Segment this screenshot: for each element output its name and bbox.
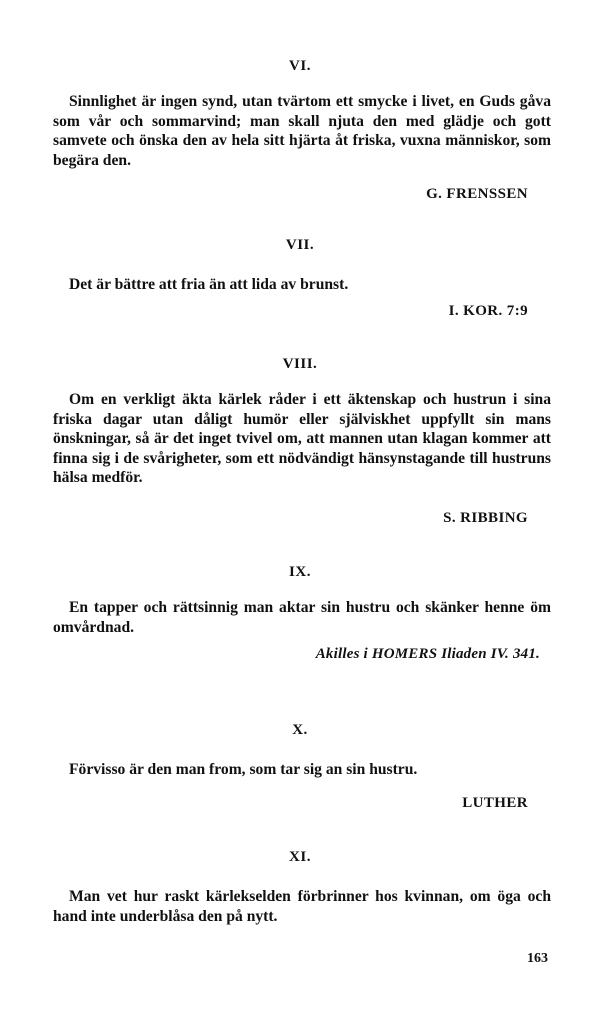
section-text-vi: Sinnlighet är ingen synd, utan tvärtom ett smycke i livet, en Guds gåva som vår och sommarvind; man skall njuta den med glädje och gott samvete och önska den av hela sitt hjärta åt friska, vuxna människor, som begära den. [53, 93, 551, 169]
attribution-x: LUTHER [462, 795, 528, 811]
section-text-viii: Om en verkligt äkta kärlek råder i ett äktenskap och hustrun i sina friska dagar utan dåligt humör eller själviskhet uppfyllt sin mans önskningar, så är det inget tvivel om, att mannen utan klagan kommer att finna sig i de svårigheter, som ett nödvändigt hänsynstagande till hustruns hälsa medför. [53, 391, 551, 486]
section-heading-vi: VI. [289, 58, 311, 74]
attribution-vii: I. KOR. 7:9 [448, 303, 528, 319]
section-text-vii: Det är bättre att fria än att lida av brunst. [69, 276, 349, 293]
section-heading-ix: IX. [289, 564, 311, 580]
attribution-viii: S. RIBBING [443, 510, 528, 526]
section-heading-viii: VIII. [282, 356, 318, 372]
section-text-ix: En tapper och rättsinnig man aktar sin hustru och skänker henne öm omvårdnad. [53, 599, 551, 636]
section-heading-vii: VII. [285, 237, 315, 253]
section-heading-x: X. [292, 722, 308, 738]
attribution-ix: Akilles i HOMERS Iliaden IV. 341. [315, 646, 540, 662]
section-text-xi: Man vet hur raskt kärlekselden förbrinner hos kvinnan, om öga och hand inte underblåsa den på nytt. [53, 888, 551, 925]
attribution-vi: G. FRENSSEN [426, 186, 528, 202]
page-number: 163 [527, 951, 548, 966]
section-heading-xi: XI. [289, 849, 311, 865]
section-text-x: Förvisso är den man from, som tar sig an sin hustru. [69, 761, 418, 778]
